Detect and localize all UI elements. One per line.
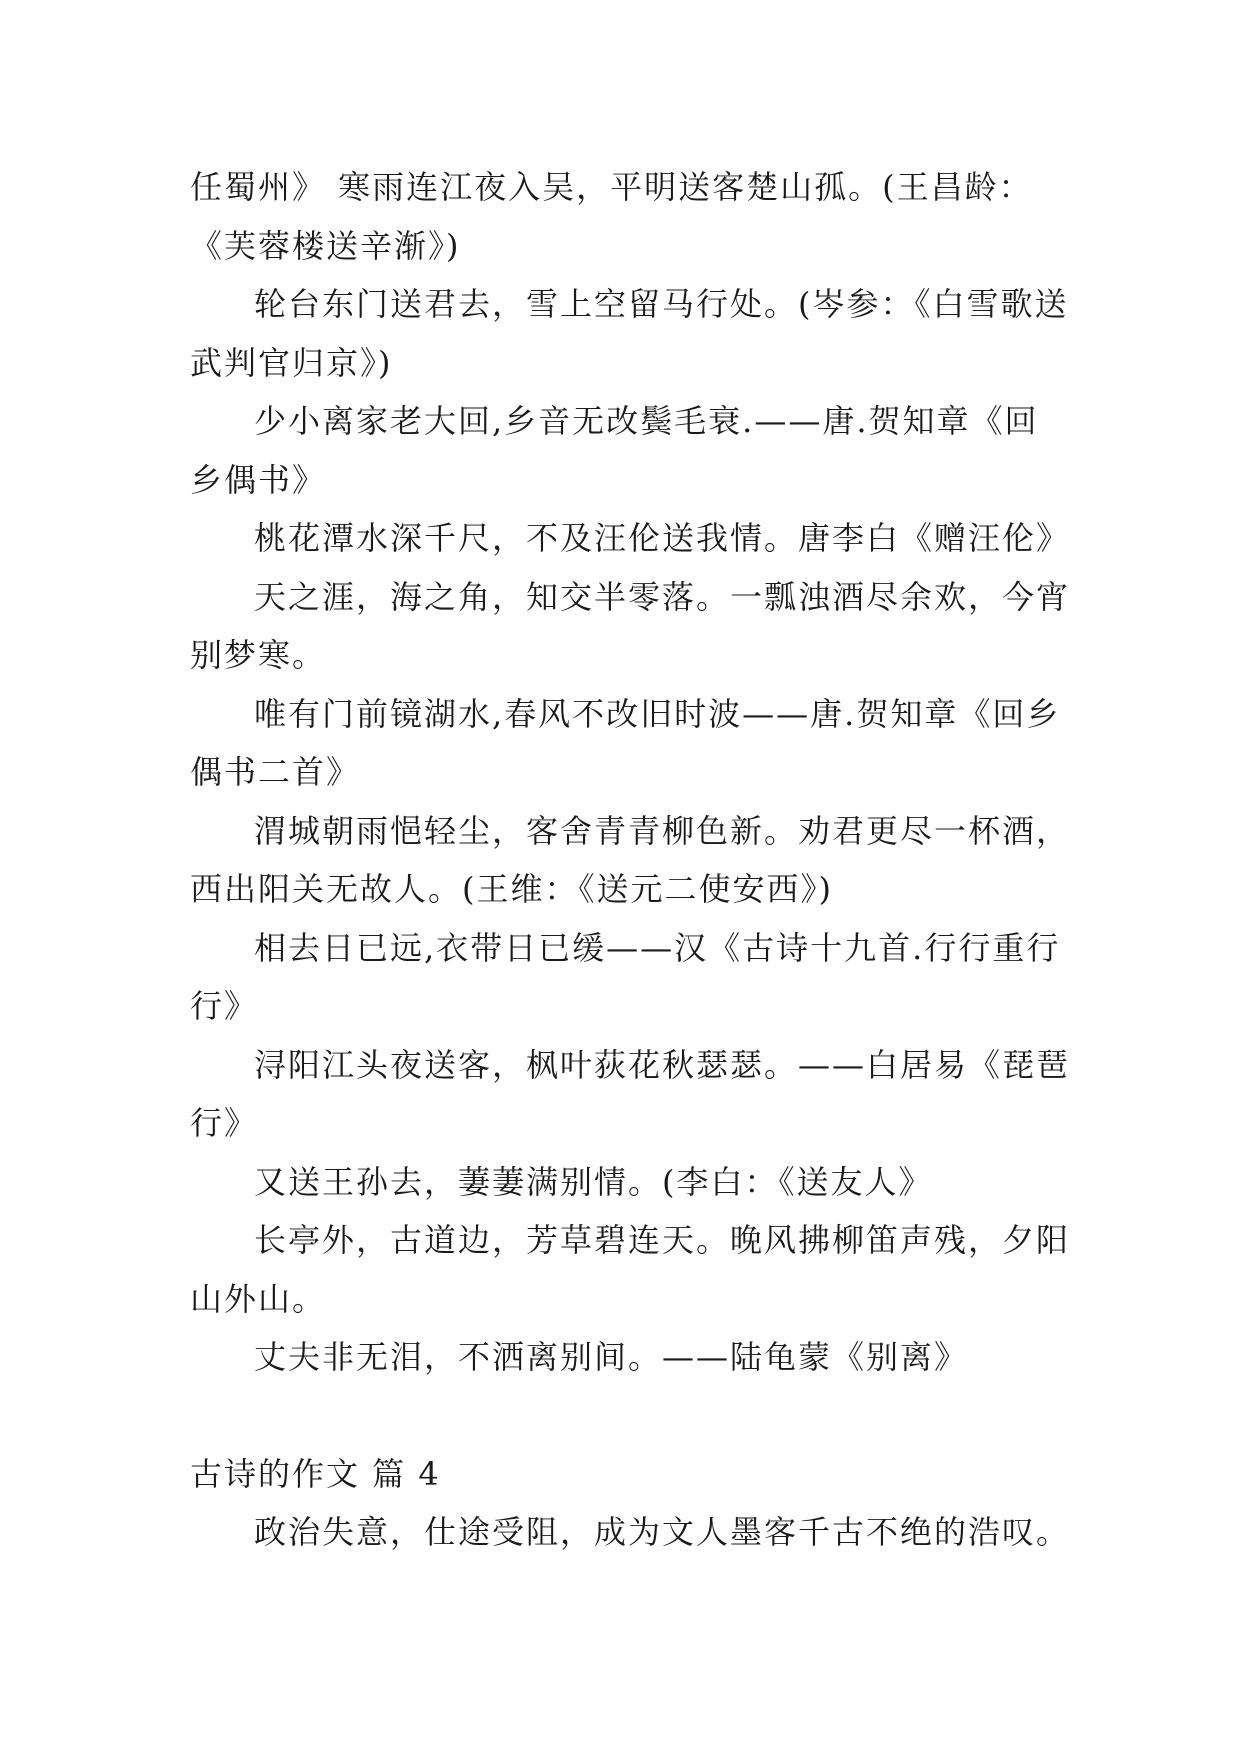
section-spacer <box>190 1387 1070 1445</box>
paragraph: 桃花潭水深千尺，不及汪伦送我情。唐李白《赠汪伦》 <box>254 519 1071 557</box>
section-heading: 古诗的作文 篇 4 <box>190 1454 441 1493</box>
paragraph: 又送王孙去，萋萋满别情。(李白：《送友人》 <box>254 1162 933 1201</box>
paragraph: 长亭外，古道边，芳草碧连天。晚风拂柳笛声残，夕阳山外山。 <box>190 1221 1071 1318</box>
paragraph: 浔阳江头夜送客，枫叶荻花秋瑟瑟。——白居易《琵琶行》 <box>190 1045 1071 1142</box>
paragraph: 少小离家老大回,乡音无改鬓毛衰.——唐.贺知章《回乡偶书》 <box>190 402 1039 499</box>
paragraph: 丈夫非无泪，不洒离别间。——陆龟蒙《别离》 <box>254 1338 969 1376</box>
paragraph: 任蜀州》 寒雨连江夜入吴，平明送客楚山孤。(王昌龄：《芙蓉楼送辛渐》) <box>190 168 1033 265</box>
paragraph: 唯有门前镜湖水,春风不改旧时波——唐.贺知章《回乡偶书二首》 <box>190 694 1061 791</box>
paragraph: 相去日已远,衣带日已缓——汉《古诗十九首.行行重行行》 <box>190 928 1061 1025</box>
paragraph: 渭城朝雨悒轻尘，客舍青青柳色新。劝君更尽一杯酒，西出阳关无故人。(王维：《送元二使安西》) <box>190 811 1071 908</box>
paragraph: 政治失意，仕途受阻，成为文人墨客千古不绝的浩叹。 <box>254 1513 1071 1551</box>
paragraph: 天之涯，海之角，知交半零落。一瓢浊酒尽余欢，今宵别梦寒。 <box>190 577 1071 674</box>
paragraph: 轮台东门送君去，雪上空留马行处。(岑参：《白雪歌送武判官归京》) <box>190 285 1069 382</box>
document-body <box>190 158 1070 1562</box>
